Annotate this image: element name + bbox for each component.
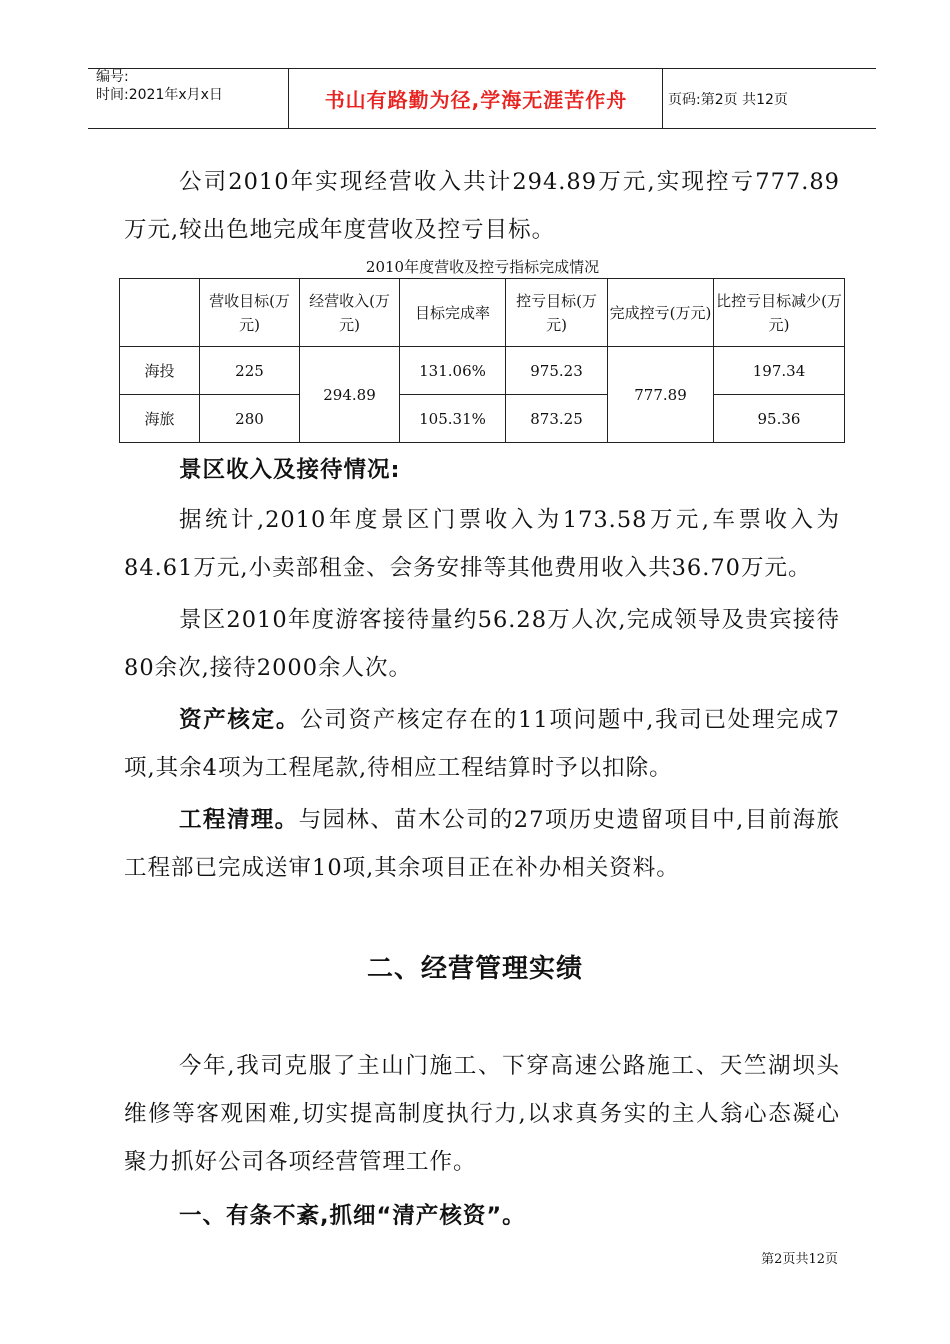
- row-name: 海投: [120, 347, 200, 395]
- row-revenue-target: 225: [200, 347, 300, 395]
- table-header-cell: 完成控亏(万元): [608, 279, 714, 347]
- paragraph-asset-verification: [124, 696, 840, 792]
- header-divider-right: [662, 68, 663, 128]
- subsection-heading: 一、有条不紊,抓细“清产核资”。: [179, 1203, 526, 1229]
- table-row: [120, 347, 845, 395]
- row-loss-target: 975.23: [506, 347, 608, 395]
- header-page-number: 页码:第2页 共12页: [668, 92, 788, 108]
- paragraph-project-cleanup: [124, 796, 840, 892]
- header-bottom-rule: [88, 128, 876, 129]
- table-caption: 2010年度营收及控亏指标完成情况: [365, 258, 600, 276]
- section-heading: 二、经营管理实绩: [366, 954, 583, 984]
- header-time: 时间:2021年x月x日: [96, 87, 223, 103]
- paragraph-management: 今年,我司克服了主山门施工、下穿高速公路施工、天竺湖坝头维修等客观困难,切实提高制度执行力,以求真务实的主人翁心态凝心聚力抓好公司各项经营管理工作。: [124, 1053, 840, 1175]
- header-meta: [96, 68, 223, 104]
- table-header-cell: 营收目标(万元): [200, 279, 300, 347]
- table-row: [120, 395, 845, 443]
- section-scenic-title: 景区收入及接待情况:: [179, 457, 401, 483]
- row-revenue-target: 280: [200, 395, 300, 443]
- merged-revenue: 294.89: [300, 347, 400, 443]
- table-header-cell: 经营收入(万元): [300, 279, 400, 347]
- paragraph-revenue-summary: 公司2010年实现经营收入共计294.89万元,实现控亏777.89万元,较出色地完成年度营收及控亏目标。: [124, 169, 840, 243]
- kpi-table: [119, 278, 845, 443]
- row-reduction: 95.36: [714, 395, 845, 443]
- row-completion-rate: 105.31%: [400, 395, 506, 443]
- footer-page-number: 第2页共12页: [761, 1252, 838, 1267]
- header-motto: 书山有路勤为径,学海无涯苦作舟: [324, 88, 628, 112]
- paragraph-visitors: 景区2010年度游客接待量约56.28万人次,完成领导及贵宾接待80余次,接待2000余人次。: [124, 607, 840, 681]
- paragraph-scenic-revenue: 据统计,2010年度景区门票收入为173.58万元,车票收入为84.61万元,小卖部租金、会务安排等其他费用收入共36.70万元。: [124, 507, 840, 581]
- table-header-cell: 比控亏目标减少(万元): [714, 279, 845, 347]
- header-number: 编号:: [96, 69, 129, 85]
- table-header-cell: 目标完成率: [400, 279, 506, 347]
- project-cleanup-title: 工程清理。: [179, 807, 299, 833]
- header-divider-left: [288, 68, 289, 128]
- row-name: 海旅: [120, 395, 200, 443]
- asset-verification-text: 公司资产核定存在的11项问题中,我司已处理完成7项,其余4项为工程尾款,待相应工程结算时予以扣除。: [124, 707, 840, 781]
- row-reduction: 197.34: [714, 347, 845, 395]
- table-header-cell: 控亏目标(万元): [506, 279, 608, 347]
- merged-loss-control: 777.89: [608, 347, 714, 443]
- table-header-row: [120, 279, 845, 347]
- table-header-cell: [120, 279, 200, 347]
- row-loss-target: 873.25: [506, 395, 608, 443]
- row-completion-rate: 131.06%: [400, 347, 506, 395]
- project-cleanup-text: 与园林、苗木公司的27项历史遗留项目中,目前海旅工程部已完成送审10项,其余项目正在补办相关资料。: [124, 807, 840, 881]
- asset-verification-title: 资产核定。: [179, 707, 301, 733]
